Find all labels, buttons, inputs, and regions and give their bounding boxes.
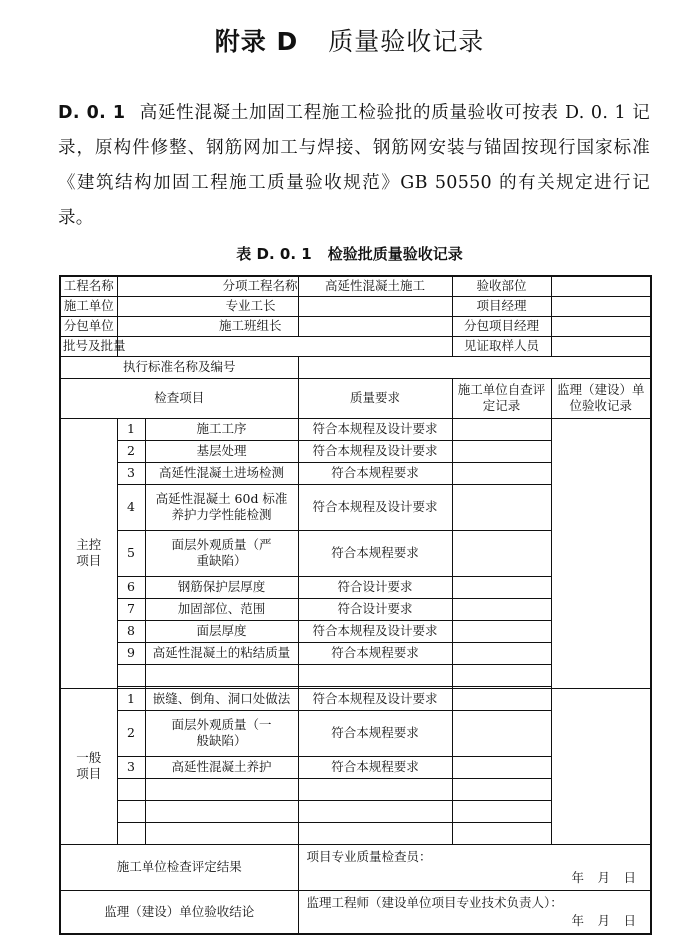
main-control-group-label: 主控项目 — [60, 418, 117, 688]
standard-label: 执行标准名称及编号 — [60, 356, 298, 378]
self-check-cell — [452, 440, 551, 462]
sub-project-cell — [117, 276, 298, 296]
table-row — [60, 336, 651, 356]
appendix-title — [0, 22, 699, 58]
self-check-cell — [452, 822, 551, 844]
witness-value — [551, 336, 651, 356]
year-label: 年 — [571, 913, 589, 928]
engineer-label: 监理工程师（建设单位项目专业技术负责人）： — [306, 894, 563, 910]
item-name: 加固部位、范围 — [145, 598, 298, 620]
signature-date — [562, 913, 640, 929]
foreman-value — [298, 296, 452, 316]
table-row — [60, 316, 651, 336]
self-check-cell — [452, 530, 551, 576]
item-number: 8 — [117, 620, 145, 642]
standard-value — [298, 356, 651, 378]
table-row — [60, 356, 651, 378]
item-requirement: 符合设计要求 — [298, 576, 452, 598]
self-check-cell — [452, 418, 551, 440]
table-row — [60, 276, 651, 296]
item-name — [145, 800, 298, 822]
project-manager-value — [551, 296, 651, 316]
table-row — [60, 688, 651, 710]
self-check-cell — [452, 462, 551, 484]
item-requirement: 符合设计要求 — [298, 598, 452, 620]
item-requirement — [298, 822, 452, 844]
self-check-cell — [452, 688, 551, 710]
signature-row — [60, 844, 651, 890]
month-label: 月 — [597, 869, 615, 885]
engineering-name-label: 工程名称 — [60, 276, 117, 296]
table-header-row — [60, 378, 651, 418]
item-number — [117, 778, 145, 800]
item-number: 9 — [117, 642, 145, 664]
self-check-cell — [452, 756, 551, 778]
item-name — [145, 822, 298, 844]
item-requirement — [298, 778, 452, 800]
item-number: 5 — [117, 530, 145, 576]
self-check-cell — [452, 642, 551, 664]
signature-date — [562, 870, 640, 886]
item-name: 施工工序 — [145, 418, 298, 440]
engineer-signature-cell — [298, 890, 651, 934]
inspector-label: 项目专业质量检查员： — [306, 848, 432, 864]
self-check-cell — [452, 576, 551, 598]
inspection-batch-table — [59, 275, 652, 935]
quality-requirement-header: 质量要求 — [298, 378, 452, 418]
item-requirement: 符合本规程及设计要求 — [298, 620, 452, 642]
table-number: 表 D. 0. 1 — [236, 245, 312, 263]
signature-row — [60, 890, 651, 934]
team-leader-label: 施工班组长 — [117, 316, 298, 336]
appendix-title-text: 质量验收记录 — [328, 27, 485, 56]
item-requirement: 符合本规程及设计要求 — [298, 440, 452, 462]
appendix-label: 附录 D — [214, 27, 299, 56]
acceptance-part-value — [551, 276, 651, 296]
self-check-cell — [452, 598, 551, 620]
project-manager-label: 项目经理 — [452, 296, 551, 316]
item-number: 3 — [117, 462, 145, 484]
item-number: 2 — [117, 710, 145, 756]
month-label: 月 — [597, 913, 615, 928]
item-name: 钢筋保护层厚度 — [145, 576, 298, 598]
check-item-header: 检查项目 — [60, 378, 298, 418]
item-requirement: 符合本规程要求 — [298, 710, 452, 756]
clause-number: D. 0. 1 — [58, 103, 126, 123]
subcontractor-label: 分包单位 — [60, 316, 117, 336]
item-number — [117, 822, 145, 844]
table-caption — [0, 243, 699, 264]
self-check-cell — [452, 484, 551, 530]
inspector-signature-cell — [298, 844, 651, 890]
acceptance-part-label: 验收部位 — [452, 276, 551, 296]
item-requirement: 符合本规程要求 — [298, 756, 452, 778]
item-name — [145, 664, 298, 686]
item-number: 1 — [117, 688, 145, 710]
witness-label: 见证取样人员 — [452, 336, 551, 356]
item-number: 2 — [117, 440, 145, 462]
day-label: 日 — [623, 869, 641, 885]
item-number — [117, 800, 145, 822]
item-requirement — [298, 800, 452, 822]
supervision-header: 监理（建设）单位验收记录 — [551, 378, 651, 418]
self-check-cell — [452, 800, 551, 822]
item-requirement: 符合本规程及设计要求 — [298, 484, 452, 530]
item-name: 面层厚度 — [145, 620, 298, 642]
table-title: 检验批质量验收记录 — [327, 245, 463, 263]
sub-project-value: 高延性混凝土施工 — [298, 276, 452, 296]
item-requirement: 符合本规程要求 — [298, 530, 452, 576]
item-number: 3 — [117, 756, 145, 778]
item-number: 4 — [117, 484, 145, 530]
table-row — [60, 418, 651, 440]
clause-text: 高延性混凝土加固工程施工检验批的质量验收可按表 D. 0. 1 记录，原构件修整、钢筋网加工与焊接、钢筋网安装与锚固按现行国家标准《建筑结构加固工程施工质量验收规范》GB 50550 的有关规定进行记录。 — [58, 103, 651, 228]
self-check-cell — [452, 664, 551, 686]
self-check-cell — [452, 620, 551, 642]
construction-result-label: 施工单位检查评定结果 — [60, 844, 298, 890]
item-name: 基层处理 — [145, 440, 298, 462]
supervision-conclusion-label: 监理（建设）单位验收结论 — [60, 890, 298, 934]
item-name: 面层外观质量（一般缺陷） — [145, 710, 298, 756]
sub-project-manager-value — [551, 316, 651, 336]
item-name: 高延性混凝土进场检测 — [145, 462, 298, 484]
batch-value — [117, 336, 452, 356]
item-name: 高延性混凝土 60d 标准养护力学性能检测 — [145, 484, 298, 530]
self-check-cell — [452, 778, 551, 800]
item-name — [145, 778, 298, 800]
item-requirement: 符合本规程及设计要求 — [298, 418, 452, 440]
table-row — [60, 296, 651, 316]
item-number: 7 — [117, 598, 145, 620]
item-requirement: 符合本规程要求 — [298, 462, 452, 484]
self-check-header: 施工单位自查评定记录 — [452, 378, 551, 418]
item-requirement: 符合本规程要求 — [298, 642, 452, 664]
item-number: 6 — [117, 576, 145, 598]
sub-project-manager-label: 分包项目经理 — [452, 316, 551, 336]
item-number: 1 — [117, 418, 145, 440]
item-requirement: 符合本规程及设计要求 — [298, 688, 452, 710]
batch-label: 批号及批量 — [60, 336, 117, 356]
supervision-cell-main — [551, 418, 651, 688]
day-label: 日 — [623, 913, 641, 928]
item-requirement — [298, 664, 452, 686]
item-name: 高延性混凝土养护 — [145, 756, 298, 778]
item-name: 高延性混凝土的粘结质量 — [145, 642, 298, 664]
year-label: 年 — [571, 869, 589, 885]
self-check-cell — [452, 710, 551, 756]
construction-unit-label: 施工单位 — [60, 296, 117, 316]
item-name: 嵌缝、倒角、洞口处做法 — [145, 688, 298, 710]
general-group-label: 一般项目 — [60, 688, 117, 844]
supervision-cell-general — [551, 688, 651, 844]
foreman-label: 专业工长 — [117, 296, 298, 316]
item-name: 面层外观质量（严重缺陷） — [145, 530, 298, 576]
team-leader-value — [298, 316, 452, 336]
clause-paragraph — [58, 96, 650, 236]
sub-project-name-label: 分项工程名称 — [222, 278, 298, 294]
item-number — [117, 664, 145, 686]
